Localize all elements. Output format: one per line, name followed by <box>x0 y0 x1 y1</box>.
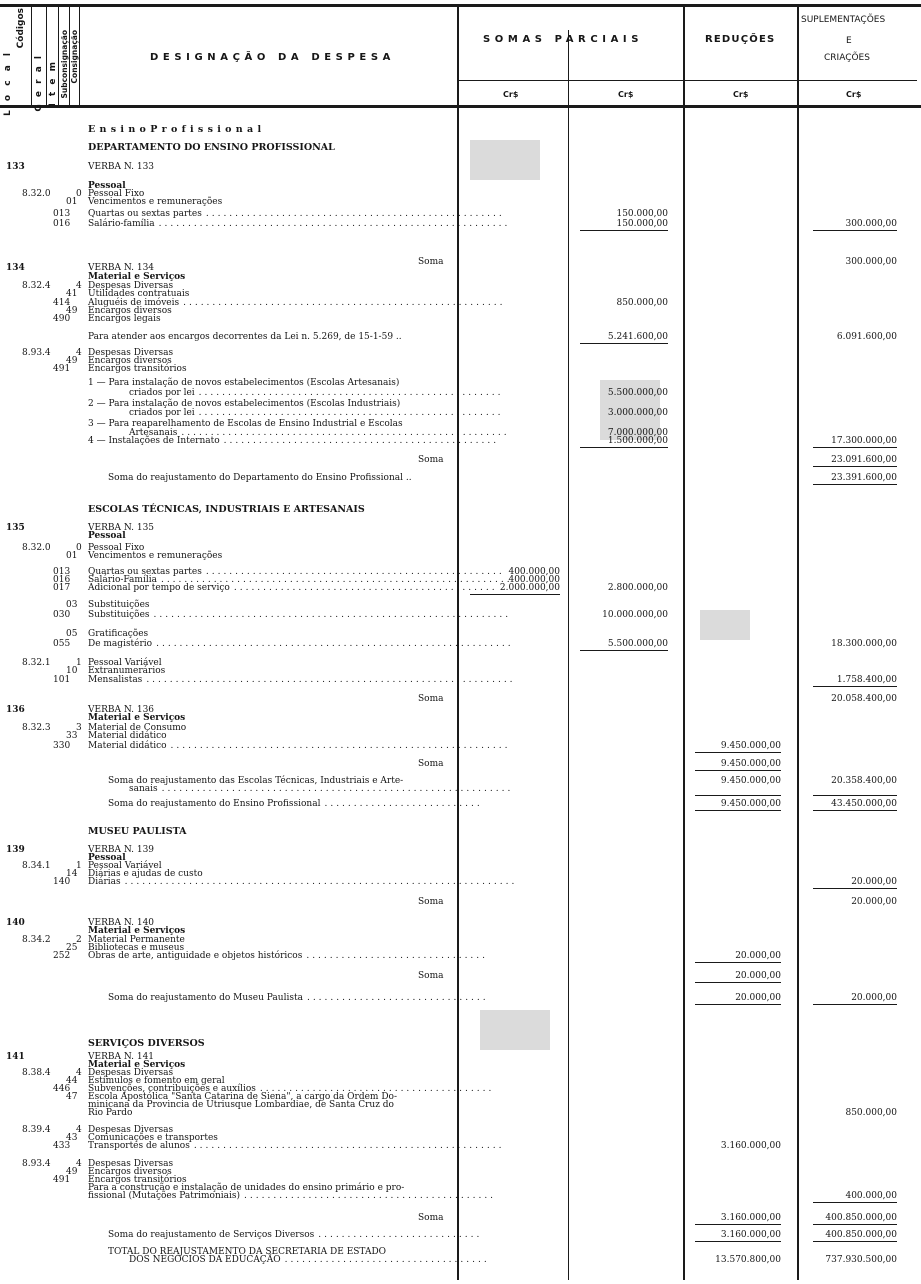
code-item: 0 <box>76 543 82 553</box>
amount-e: 18.300.000,00 <box>831 639 897 649</box>
leader-dots: ............................................................ <box>158 219 511 229</box>
expense-description: Material e Serviços <box>88 1060 186 1070</box>
code-item: 017 <box>53 583 71 593</box>
expense-description: DEPARTAMENTO DO ENSINO PROFISSIONAL <box>88 142 335 153</box>
expense-description: VERBA N. 135 <box>88 523 155 533</box>
amount-e: 400.850.000,00 <box>825 1230 897 1240</box>
expense-description: criados por lei <box>129 408 195 418</box>
col-sep-suplementacoes <box>797 4 799 1280</box>
leader-dots: ................................................... <box>205 209 505 219</box>
sum-rule <box>695 795 781 796</box>
print-speckle <box>700 610 750 640</box>
leader-dots: ........................... <box>324 799 483 809</box>
expense-description: sanais <box>129 784 158 794</box>
verba-number: 140 <box>6 918 25 928</box>
expense-description: Mensalistas <box>88 675 143 685</box>
subtotal-label: TOTAL DO REAJUSTAMENTO DA SECRETARIA DE ESTADO <box>108 1247 387 1257</box>
sum-rule <box>813 1241 897 1242</box>
expense-description: Encargos diversos <box>88 356 172 366</box>
expense-description: SERVIÇOS DIVERSOS <box>88 1038 205 1049</box>
currency-col-e: Cr$ <box>846 90 862 99</box>
leader-dots: ............................................. <box>233 583 498 593</box>
code-item: 05 <box>66 629 78 639</box>
expense-description: Escola Apostólica "Santa Catarina de Siena", a cargo da Ordem Do- <box>88 1092 398 1102</box>
expense-description: Material Permanente <box>88 935 185 945</box>
expense-description: De magistério <box>88 639 153 649</box>
amount-b: 5.241.600,00 <box>607 332 668 342</box>
currency-col-b: Cr$ <box>618 90 634 99</box>
amount-b: 10.000.000,00 <box>602 610 668 620</box>
verba-number: 134 <box>6 263 25 273</box>
amount-e: 737.930.500,00 <box>825 1255 897 1265</box>
leader-dots: ............................... <box>306 993 489 1003</box>
col-sep-2 <box>46 4 47 105</box>
amount-b: 150.000,00 <box>616 219 668 229</box>
somas-parciais-header: SOMAS PARCIAIS <box>483 34 644 45</box>
col-local-label: L o c a l <box>3 50 13 116</box>
amount-c: 13.570.800,00 <box>715 1255 781 1265</box>
code-geral: 8.32.0 <box>22 189 51 199</box>
leader-dots: ................................................................... <box>124 877 518 887</box>
leader-dots: ........................................ <box>259 1084 495 1094</box>
expense-description: Quartas ou sextas partes <box>88 209 202 219</box>
expense-description: Encargos legais <box>88 314 161 324</box>
amount-e: 850.000,00 <box>845 1108 897 1118</box>
expense-description: Transportes de alunos <box>88 1141 190 1151</box>
expense-description: VERBA N. 133 <box>88 162 155 172</box>
code-item: 0 <box>76 189 82 199</box>
sum-rule <box>813 810 897 811</box>
code-item: 446 <box>53 1084 71 1094</box>
expense-description: Material e Serviços <box>88 713 186 723</box>
expense-description: fissional (Mutações Patrimoniais) <box>88 1191 241 1201</box>
sum-rule <box>695 1004 781 1005</box>
amount-e: 20.000,00 <box>851 897 897 907</box>
expense-description: Pessoal Variável <box>88 861 162 871</box>
leader-dots: ............................................................... <box>146 675 516 685</box>
code-geral: 8.32.1 <box>22 658 51 668</box>
expense-description: Material e Serviços <box>88 272 186 282</box>
subtotal-label: Soma do reajustamento de Serviços Diversos <box>108 1230 315 1240</box>
soma-label: Soma <box>418 694 444 704</box>
code-item: 41 <box>66 289 78 299</box>
expense-description: 3 — Para reaparelhamento de Escolas de Ensino Industrial e Escolas <box>88 419 403 429</box>
subtotal-label: Soma do reajustamento do Museu Paulista <box>108 993 303 1003</box>
expense-description: Adicional por tempo de serviço <box>88 583 230 593</box>
sum-rule <box>470 594 560 595</box>
print-speckle <box>480 1010 550 1050</box>
expense-description: Encargos transitórios <box>88 1175 187 1185</box>
soma-label: Soma <box>418 455 444 465</box>
expense-description: VERBA N. 141 <box>88 1052 155 1062</box>
amount-c: 20.000,00 <box>735 993 781 1003</box>
code-item: 016 <box>53 219 71 229</box>
soma-label: Soma <box>418 897 444 907</box>
leader-dots: ............................................... <box>223 436 500 446</box>
code-item: 140 <box>53 877 71 887</box>
leader-dots: .................................................... <box>198 388 504 398</box>
amount-e: 20.000,00 <box>851 877 897 887</box>
code-item: 330 <box>53 741 71 751</box>
subtotal-label: Soma do reajustamento do Ensino Profissional <box>108 799 321 809</box>
code-item: 4 <box>76 348 82 358</box>
expense-description: Para atender aos encargos decorrentes da Lei n. 5.269, de 15-1-59 .. <box>88 332 402 342</box>
code-item: 01 <box>66 197 78 207</box>
amount-c: 3.160.000,00 <box>720 1213 781 1223</box>
criacoes-header: CRIAÇÕES <box>824 53 870 63</box>
leader-dots: .................................................... <box>198 408 504 418</box>
sum-rule <box>695 962 781 963</box>
expense-description: VERBA N. 134 <box>88 263 155 273</box>
code-geral: 8.93.4 <box>22 348 51 358</box>
expense-description: Pessoal <box>88 531 126 541</box>
leader-dots: ................................................... <box>205 567 505 577</box>
sum-rule <box>580 650 668 651</box>
soma-label: Soma <box>418 1213 444 1223</box>
code-item: 4 <box>76 281 82 291</box>
code-item: 433 <box>53 1141 71 1151</box>
suplementacoes-e: E <box>846 36 852 46</box>
leader-dots: ....................................................... <box>183 298 506 308</box>
code-item: 49 <box>66 1167 78 1177</box>
leader-dots: ............................................................. <box>156 639 514 649</box>
amount-e: 43.450.000,00 <box>831 799 897 809</box>
amount-b: 850.000,00 <box>616 298 668 308</box>
leader-dots: ............................................................. <box>153 610 512 620</box>
code-item: 4 <box>76 1068 82 1078</box>
col-item-label: I t e m <box>48 60 58 107</box>
col-sep-5 <box>79 4 80 105</box>
code-item: 14 <box>66 869 78 879</box>
expense-description: Salário-Família <box>88 575 157 585</box>
code-item: 10 <box>66 666 78 676</box>
sum-rule <box>813 466 897 467</box>
sum-rule <box>695 752 781 753</box>
expense-description: Material e Serviços <box>88 926 186 936</box>
soma-label: Soma <box>418 971 444 981</box>
expense-description: MUSEU PAULISTA <box>88 826 187 837</box>
code-item: 491 <box>53 1175 71 1185</box>
currency-col-a: Cr$ <box>503 90 519 99</box>
amount-b: 7.000.000,00 <box>607 428 668 438</box>
code-item: 1 <box>76 861 82 871</box>
designacao-header: DESIGNAÇÃO DA DESPESA <box>150 52 395 63</box>
amount-e: 400.000,00 <box>845 1191 897 1201</box>
sum-rule <box>695 770 781 771</box>
amount-b: 150.000,00 <box>616 209 668 219</box>
leader-dots: .......................................................... <box>170 741 511 751</box>
amount-c: 3.160.000,00 <box>720 1141 781 1151</box>
col-consignacao-label: Consignação <box>70 30 79 84</box>
code-geral: 8.34.1 <box>22 861 51 871</box>
code-item: 43 <box>66 1133 78 1143</box>
leader-dots: ................................... <box>284 1255 490 1265</box>
expense-description: Diárias e ajudas de custo <box>88 869 203 879</box>
expense-description: 4 — Instalações de Internato <box>88 436 220 446</box>
expense-description: VERBA N. 136 <box>88 705 155 715</box>
col-codigos-label: Códigos <box>16 8 26 49</box>
sum-rule <box>813 888 897 889</box>
amount-b: 5.500.000,00 <box>607 388 668 398</box>
expense-description: Bibliotecas e museus <box>88 943 185 953</box>
verba-number: 139 <box>6 845 25 855</box>
col-sep-1 <box>31 4 32 105</box>
leader-dots: ..................................................... <box>193 1141 505 1151</box>
expense-description: 2 — Para instalação de novos estabelecimentos (Escolas Industriais) <box>88 399 401 409</box>
expense-description: Despesas Diversas <box>88 1068 174 1078</box>
expense-description: Diárias <box>88 877 121 887</box>
leader-dots: ............................................................ <box>160 575 513 585</box>
leader-dots: ............................ <box>318 1230 483 1240</box>
code-item: 490 <box>53 314 71 324</box>
expense-description: Material didático <box>88 741 167 751</box>
code-item: 47 <box>66 1092 78 1102</box>
sum-rule <box>813 230 897 231</box>
expense-description: Quartas ou sextas partes <box>88 567 202 577</box>
code-geral: 8.32.3 <box>22 723 51 733</box>
sum-rule <box>580 343 668 344</box>
expense-description: Material de Consumo <box>88 723 187 733</box>
sum-rule <box>813 1224 897 1225</box>
sum-rule <box>813 447 897 448</box>
amount-c: 9.450.000,00 <box>720 759 781 769</box>
expense-description: Para a construção e instalação de unidades do ensino primário e pro- <box>88 1183 405 1193</box>
expense-description: Rio Pardo <box>88 1108 133 1118</box>
sum-rule <box>695 982 781 983</box>
print-speckle <box>470 140 540 180</box>
code-item: 49 <box>66 356 78 366</box>
expense-description: Despesas Diversas <box>88 281 174 291</box>
code-item: 252 <box>53 951 71 961</box>
col-sep-partials <box>568 30 569 1280</box>
amount-b: 1.500.000,00 <box>607 436 668 446</box>
code-geral: 8.39.4 <box>22 1125 51 1135</box>
amount-a: 2.000.000,00 <box>499 583 560 593</box>
amount-c: 20.000,00 <box>735 951 781 961</box>
code-item: 4 <box>76 1125 82 1135</box>
expense-description: Despesas Diversas <box>88 1159 174 1169</box>
amount-b: 2.800.000,00 <box>607 583 668 593</box>
reducoes-header: REDUÇÕES <box>705 34 776 45</box>
expense-description: Pessoal Fixo <box>88 543 145 553</box>
code-item: 1 <box>76 658 82 668</box>
code-item: 491 <box>53 364 71 374</box>
amount-e: 400.850.000,00 <box>825 1213 897 1223</box>
code-geral: 8.32.4 <box>22 281 51 291</box>
amount-c: 9.450.000,00 <box>720 741 781 751</box>
sum-rule <box>580 447 668 448</box>
amount-e: 1.758.400,00 <box>836 675 897 685</box>
expense-description: Pessoal Fixo <box>88 189 145 199</box>
leader-dots: ........................................................ <box>181 428 510 438</box>
code-item: 101 <box>53 675 71 685</box>
sum-rule <box>580 230 668 231</box>
sum-rule <box>695 1224 781 1225</box>
currency-rule <box>459 80 917 81</box>
sum-rule <box>813 484 897 485</box>
expense-description: Vencimentos e remunerações <box>88 551 223 561</box>
code-item: 01 <box>66 551 78 561</box>
amount-c: 9.450.000,00 <box>720 799 781 809</box>
code-item: 4 <box>76 1159 82 1169</box>
amount-a: 400.000,00 <box>508 575 560 585</box>
expense-description: Encargos diversos <box>88 306 172 316</box>
expense-description: VERBA N. 140 <box>88 918 155 928</box>
expense-description: DOS NEGÓCIOS DA EDUCAÇÃO <box>129 1255 281 1265</box>
code-item: 013 <box>53 567 71 577</box>
expense-description: Encargos transitórios <box>88 364 187 374</box>
sum-rule <box>813 1202 897 1203</box>
code-geral: 8.34.2 <box>22 935 51 945</box>
expense-description: Aluguéis de imóveis <box>88 298 180 308</box>
sum-rule <box>695 810 781 811</box>
expense-description: Despesas Diversas <box>88 348 174 358</box>
header-top-rule <box>0 4 921 7</box>
expense-description: Pessoal <box>88 853 126 863</box>
amount-c: 9.450.000,00 <box>720 776 781 786</box>
expense-description: Substituições <box>88 610 150 620</box>
expense-description: Extranumerários <box>88 666 166 676</box>
expense-description: Material didático <box>88 731 167 741</box>
amount-e: 20.000,00 <box>851 993 897 1003</box>
expense-description: Estímulos e fomento em geral <box>88 1076 225 1086</box>
expense-description: Subvenções, contribuições e auxílios <box>88 1084 256 1094</box>
col-sep-reducoes <box>683 4 685 1280</box>
code-item: 25 <box>66 943 78 953</box>
code-geral: 8.93.4 <box>22 1159 51 1169</box>
expense-description: 1 — Para instalação de novos estabelecimentos (Escolas Artesanais) <box>88 378 400 388</box>
leader-dots: ............................................................ <box>161 784 514 794</box>
verba-number: 136 <box>6 705 25 715</box>
amount-e: 20.058.400,00 <box>831 694 897 704</box>
code-item: 49 <box>66 306 78 316</box>
code-item: 33 <box>66 731 78 741</box>
suplementacoes-header: SUPLEMENTAÇÕES <box>801 15 886 25</box>
sum-rule <box>813 686 897 687</box>
expense-description: Pessoal <box>88 181 126 191</box>
subtotal-label: Soma do reajustamento do Departamento do Ensino Profissional .. <box>108 473 412 483</box>
sum-rule <box>813 1004 897 1005</box>
col-sep-3 <box>58 4 59 105</box>
amount-e: 300.000,00 <box>845 219 897 229</box>
code-geral: 8.38.4 <box>22 1068 51 1078</box>
verba-number: 135 <box>6 523 25 533</box>
expense-description: criados por lei <box>129 388 195 398</box>
expense-description: minicana da Provincia de Utriusque Lombardiae, de Santa Cruz do <box>88 1100 394 1110</box>
code-item: 44 <box>66 1076 78 1086</box>
code-item: 055 <box>53 639 71 649</box>
leader-dots: ............................... <box>306 951 489 961</box>
soma-label: Soma <box>418 759 444 769</box>
expense-description: Gratificações <box>88 629 149 639</box>
expense-description: Vencimentos e remunerações <box>88 197 223 207</box>
soma-label: Soma <box>418 257 444 267</box>
currency-col-c: Cr$ <box>733 90 749 99</box>
amount-e: 23.391.600,00 <box>831 473 897 483</box>
verba-number: 133 <box>6 162 25 172</box>
col-subconsignacao-label: Subconsignação <box>60 30 69 99</box>
expense-description: Despesas Diversas <box>88 1125 174 1135</box>
expense-description: Pessoal Variável <box>88 658 162 668</box>
leader-dots: ........................................... <box>244 1191 497 1201</box>
header-bottom-rule <box>0 105 921 108</box>
amount-c: 3.160.000,00 <box>720 1230 781 1240</box>
verba-number: 141 <box>6 1052 25 1062</box>
amount-b: 5.500.000,00 <box>607 639 668 649</box>
expense-description: Obras de arte, antiguidade e objetos históricos <box>88 951 303 961</box>
expense-description: Comunicações e transportes <box>88 1133 218 1143</box>
sum-rule <box>813 795 897 796</box>
col-geral-label: G e r a l <box>34 54 44 112</box>
code-item: 2 <box>76 935 82 945</box>
amount-e: 17.300.000,00 <box>831 436 897 446</box>
amount-e: 300.000,00 <box>845 257 897 267</box>
expense-description: Salário-família <box>88 219 155 229</box>
code-item: 03 <box>66 600 78 610</box>
expense-description: E n s i n o P r o f i s s i o n a l <box>88 124 262 135</box>
amount-e: 6.091.600,00 <box>836 332 897 342</box>
subtotal-label: Soma do reajustamento das Escolas Técnicas, Industriais e Arte- <box>108 776 404 786</box>
sum-rule <box>695 1241 781 1242</box>
expense-description: Substituições <box>88 600 150 610</box>
amount-b: 3.000.000,00 <box>607 408 668 418</box>
expense-description: ESCOLAS TÉCNICAS, INDUSTRIAIS E ARTESANAIS <box>88 504 365 515</box>
expense-description: Utilidades contratuais <box>88 289 190 299</box>
expense-description: VERBA N. 139 <box>88 845 155 855</box>
code-geral: 8.32.0 <box>22 543 51 553</box>
code-item: 414 <box>53 298 71 308</box>
expense-description: Encargos diversos <box>88 1167 172 1177</box>
amount-e: 23.091.600,00 <box>831 455 897 465</box>
code-item: 3 <box>76 723 82 733</box>
code-item: 013 <box>53 209 71 219</box>
amount-e: 20.358.400,00 <box>831 776 897 786</box>
expense-description: Artesanais <box>129 428 178 438</box>
amount-c: 20.000,00 <box>735 971 781 981</box>
amount-a: 400.000,00 <box>508 567 560 577</box>
code-item: 030 <box>53 610 71 620</box>
code-item: 016 <box>53 575 71 585</box>
